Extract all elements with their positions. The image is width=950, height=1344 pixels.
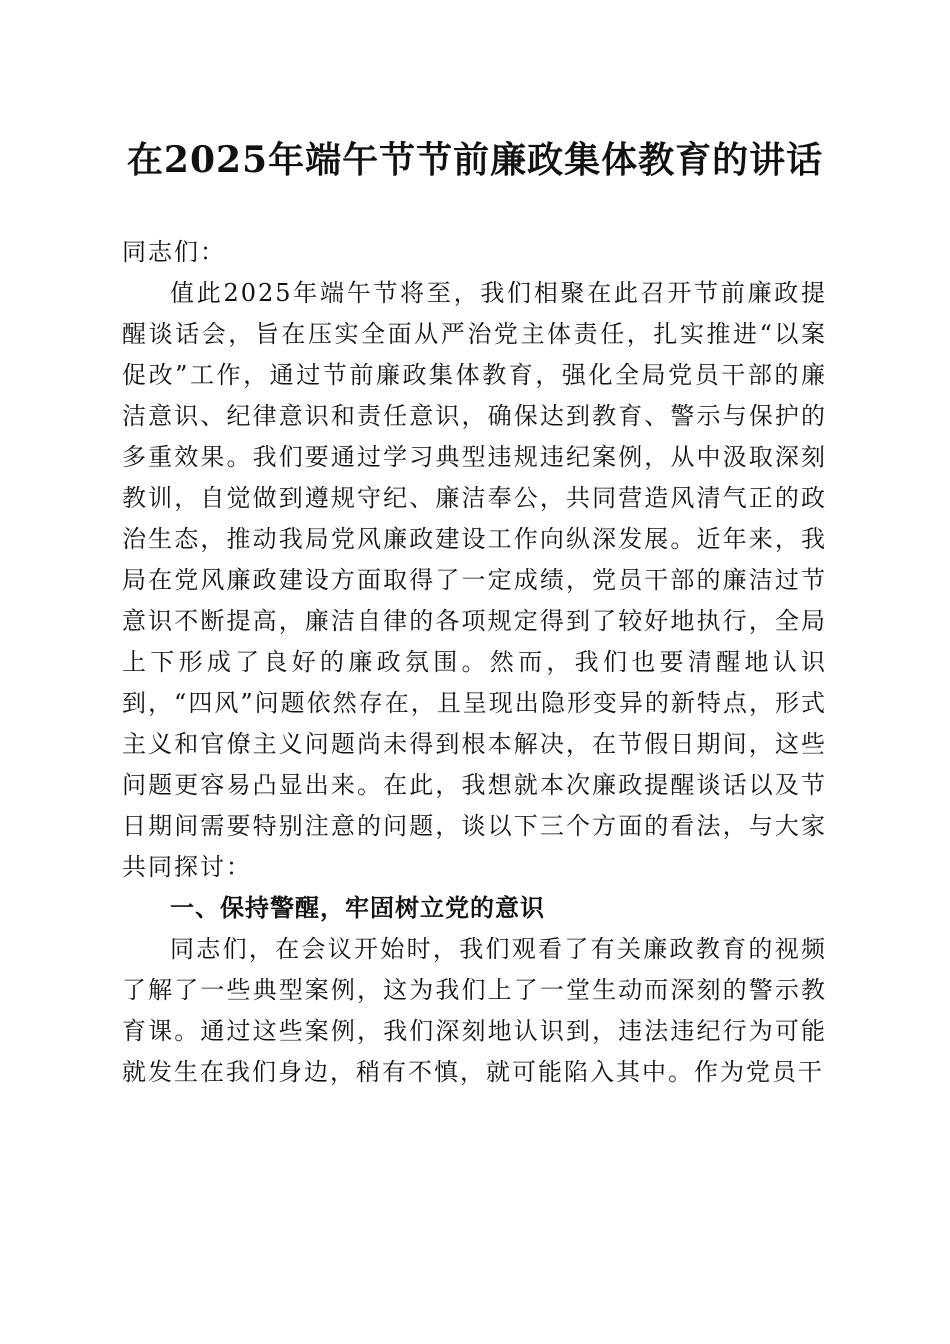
section-1-paragraph: 同志们，在会议开始时，我们观看了有关廉政教育的视频了解了一些典型案例，这为我们上了一堂生动而深刻的警示教育课。通过这些案例，我们深刻地认识到，违法违纪行为可能就发生在我们身边，稍有不慎，就可能陷入其中。作为党员干: [122, 935, 827, 1086]
section-heading-1: 一、保持警醒，牢固树立党的意识: [170, 894, 545, 922]
intro-paragraph: 值此2025年端午节将至，我们相聚在此召开节前廉政提醒谈话会，旨在压实全面从严治党主体责任，扎实推进“以案促改”工作，通过节前廉政集体教育，强化全局党员干部的廉洁意识、纪律意识和责任意识，确保达到教育、警示与保护的多重效果。我们要通过学习典型违规违纪案例，从中汲取深刻教训，自觉做到遵规守纪、廉洁奉公，共同营造风清气正的政治生态，推动我局党风廉政建设工作向纵深发展。近年来，我局在党风廉政建设方面取得了一定成绩，党员干部的廉洁过节意识不断提高，廉洁自律的各项规定得到了较好地执行，全局上下形成了良好的廉政氛围。然而，我们也要清醒地认识到，“四风”问题依然存在，且呈现出隐形变异的新特点，形式主义和官僚主义问题尚未得到根本解决，在节假日期间，这些问题更容易凸显出来。在此，我想就本次廉政提醒谈话以及节日期间需要特别注意的问题，谈以下三个方面的看法，与大家共同探讨：: [122, 279, 827, 881]
document-body: [122, 232, 827, 1093]
document-title: 在2025年端午节节前廉政集体教育的讲话: [126, 139, 824, 181]
salutation: 同志们：: [122, 238, 226, 266]
